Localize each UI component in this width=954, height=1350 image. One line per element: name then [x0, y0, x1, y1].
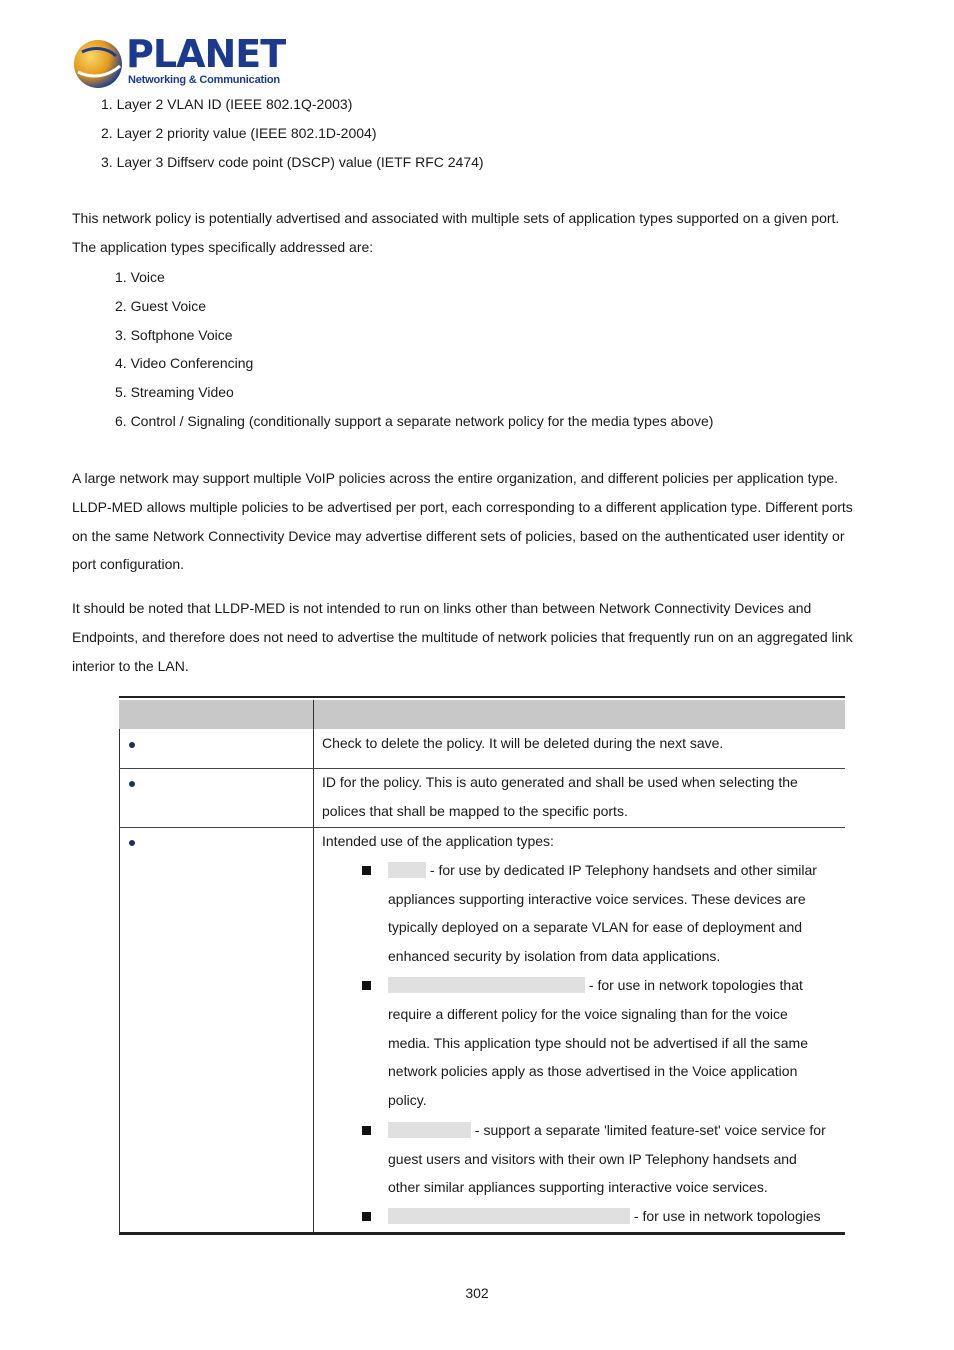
square-bullet-icon: [362, 1212, 371, 1221]
paragraph: [72, 464, 884, 579]
redacted-term: [388, 862, 426, 878]
planet-logo: [72, 32, 286, 92]
square-bullet-icon: [362, 1126, 371, 1135]
redacted-term: [388, 1122, 471, 1138]
globe-icon: [72, 38, 124, 90]
paragraph-line: A large network may support multiple VoIP policies across the entire organization, and different policies per application type.: [72, 470, 839, 486]
sub-item-line: media. This application type should not be advertised if all the same: [388, 1035, 808, 1051]
sub-item-line: - for use in network topologies: [388, 1202, 821, 1231]
list-item: 3. Layer 3 Diffserv code point (DSCP) value (IETF RFC 2474): [101, 154, 484, 170]
paragraph-line: It should be noted that LLDP-MED is not intended to run on links other than between Network Connectivity Devices and: [72, 600, 812, 616]
bullet-icon: [129, 742, 135, 748]
square-bullet-icon: [362, 981, 371, 990]
paragraph-line: LLDP-MED allows multiple policies to be advertised per port, each corresponding to a different application type. Different ports: [72, 498, 853, 515]
list-item: 3. Softphone Voice: [115, 327, 233, 343]
paragraph-line: The application types specifically addressed are:: [72, 238, 374, 255]
sub-item-line: network policies apply as those advertised in the Voice application: [388, 1063, 798, 1079]
page-number: 302: [465, 1285, 489, 1301]
sub-item-line: other similar appliances supporting interactive voice services.: [388, 1179, 768, 1195]
paragraph: [72, 204, 884, 262]
paragraph-line: interior to the LAN.: [72, 657, 189, 674]
table-header: [119, 700, 845, 729]
paragraph: [72, 594, 884, 680]
paragraph-line: port configuration.: [72, 556, 185, 573]
list-item: 2. Guest Voice: [115, 298, 207, 314]
table-column-divider: [313, 700, 314, 1233]
table-cell-description: Check to delete the policy. It will be deleted during the next save.: [322, 735, 724, 751]
redacted-term: [388, 1208, 630, 1224]
list-item: 2. Layer 2 priority value (IEEE 802.1D-2004): [101, 125, 377, 141]
sub-item-line: guest users and visitors with their own IP Telephony handsets and: [388, 1151, 797, 1167]
list-item: 5. Streaming Video: [115, 384, 234, 400]
logo-brand: PLANET: [126, 32, 286, 76]
list-item: 1. Layer 2 VLAN ID (IEEE 802.1Q-2003): [101, 96, 353, 112]
list-item: 1. Voice: [115, 269, 165, 285]
table-left-border: [119, 729, 120, 1233]
table-cell-description: polices that shall be mapped to the specific ports.: [322, 803, 628, 819]
table-cell-description: ID for the policy. This is auto generated and shall be used when selecting the: [322, 774, 798, 790]
paragraph-line: Endpoints, and therefore does not need to advertise the multitude of network policies that frequently run on an aggregated link: [72, 628, 853, 645]
redacted-term: [388, 977, 585, 993]
logo-tagline: Networking & Communication: [128, 74, 280, 86]
sub-item-line: - for use by dedicated IP Telephony handsets and other similar: [388, 856, 817, 885]
sub-item-line: - support a separate 'limited feature-set' voice service for: [388, 1116, 826, 1145]
list-item: 6. Control / Signaling (conditionally support a separate network policy for the media types above): [115, 413, 714, 429]
sub-item-line: enhanced security by isolation from data applications.: [388, 948, 721, 964]
sub-item-line: policy.: [388, 1092, 427, 1108]
table-cell-description: Intended use of the application types:: [322, 833, 554, 849]
bullet-icon: [129, 781, 135, 787]
list-item: 4. Video Conferencing: [115, 355, 254, 371]
table-bottom-rule: [119, 1232, 845, 1235]
table-top-rule: [119, 696, 845, 698]
paragraph-line: This network policy is potentially advertised and associated with multiple sets of application types supported on a given port.: [72, 210, 840, 226]
sub-item-line: - for use in network topologies that: [388, 971, 803, 1000]
sub-item-line: require a different policy for the voice signaling than for the voice: [388, 1006, 788, 1022]
sub-item-line: typically deployed on a separate VLAN for ease of deployment and: [388, 919, 803, 935]
bullet-icon: [129, 840, 135, 846]
sub-item-line: appliances supporting interactive voice services. These devices are: [388, 891, 806, 907]
square-bullet-icon: [362, 866, 371, 875]
paragraph-line: on the same Network Connectivity Device may advertise different sets of policies, based on the authenticated user identity or: [72, 527, 845, 544]
